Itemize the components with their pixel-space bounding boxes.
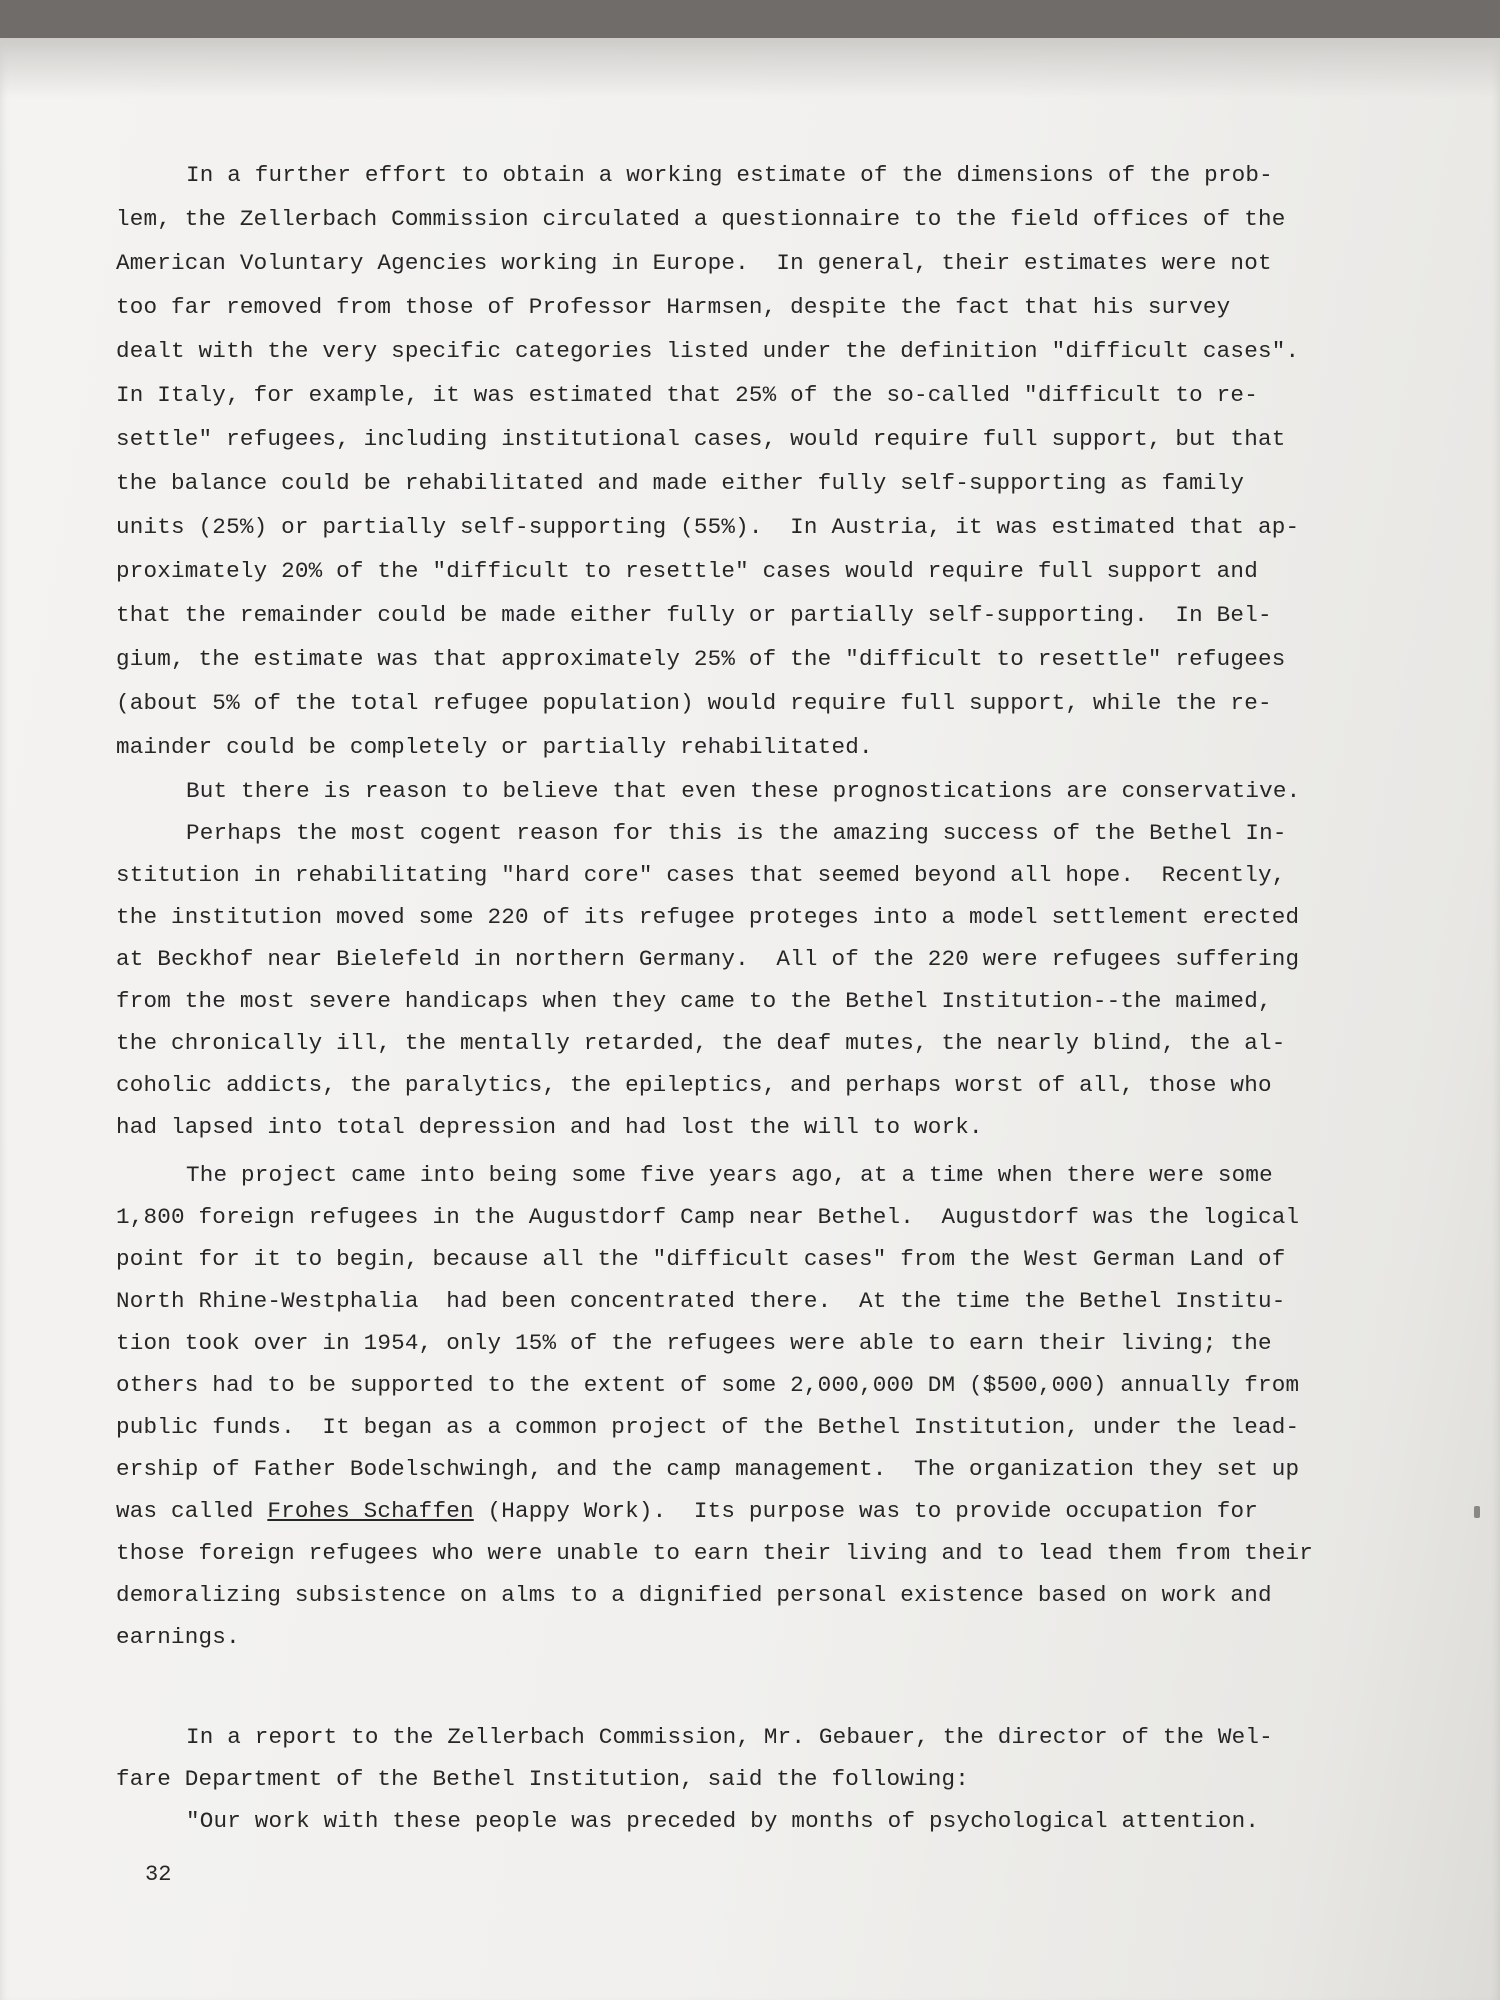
text-line: In a report to the Zellerbach Commission, Mr. Gebauer, the director of the Wel- bbox=[186, 1724, 1273, 1750]
text-line: public funds. It began as a common project of the Bethel Institution, under the lead- bbox=[116, 1414, 1300, 1440]
text-line: American Voluntary Agencies working in Europe. In general, their estimates were not bbox=[116, 250, 1272, 276]
text-line: gium, the estimate was that approximately 25% of the "difficult to resettle" refugees bbox=[116, 646, 1286, 672]
document-page bbox=[0, 38, 1500, 2000]
text-line: the chronically ill, the mentally retarded, the deaf mutes, the nearly blind, the al- bbox=[116, 1030, 1286, 1056]
text-line: that the remainder could be made either fully or partially self-supporting. In Bel- bbox=[116, 602, 1272, 628]
text-line: (about 5% of the total refugee population) would require full support, while the re- bbox=[116, 690, 1272, 716]
text-line: "Our work with these people was preceded by months of psychological attention. bbox=[186, 1808, 1260, 1834]
text-line: from the most severe handicaps when they came to the Bethel Institution--the maimed, bbox=[116, 988, 1272, 1014]
text-line: point for it to begin, because all the "difficult cases" from the West German Land of bbox=[116, 1246, 1286, 1272]
text-line: stitution in rehabilitating "hard core" cases that seemed beyond all hope. Recently, bbox=[116, 862, 1286, 888]
text-line: the institution moved some 220 of its refugee proteges into a model settlement erected bbox=[116, 904, 1300, 930]
text-line: mainder could be completely or partially rehabilitated. bbox=[116, 734, 873, 760]
text-line: fare Department of the Bethel Institution, said the following: bbox=[116, 1766, 970, 1792]
text-line: coholic addicts, the paralytics, the epileptics, and perhaps worst of all, those who bbox=[116, 1072, 1272, 1098]
underlined-title: Frohes Schaffen bbox=[267, 1498, 474, 1524]
text-line: North Rhine-Westphalia had been concentrated there. At the time the Bethel Institu- bbox=[116, 1288, 1286, 1314]
text-line: 1,800 foreign refugees in the Augustdorf Camp near Bethel. Augustdorf was the logical bbox=[116, 1204, 1300, 1230]
text-line: dealt with the very specific categories listed under the definition "difficult cases". bbox=[116, 338, 1300, 364]
text-line: proximately 20% of the "difficult to resettle" cases would require full support and bbox=[116, 558, 1258, 584]
text-line: others had to be supported to the extent of some 2,000,000 DM ($500,000) annually from bbox=[116, 1372, 1300, 1398]
text-line: at Beckhof near Bielefeld in northern Germany. All of the 220 were refugees suffering bbox=[116, 946, 1300, 972]
text-line: the balance could be rehabilitated and made either fully self-supporting as family bbox=[116, 470, 1245, 496]
page-number: 32 bbox=[145, 1862, 172, 1887]
text-line: The project came into being some five years ago, at a time when there were some bbox=[186, 1162, 1273, 1188]
text-line: Perhaps the most cogent reason for this is the amazing success of the Bethel In- bbox=[186, 820, 1287, 846]
text-line: those foreign refugees who were unable to earn their living and to lead them from their bbox=[116, 1540, 1313, 1566]
text-line: settle" refugees, including institutional cases, would require full support, but that bbox=[116, 426, 1286, 452]
text-line: earnings. bbox=[116, 1624, 240, 1650]
text-line: tion took over in 1954, only 15% of the refugees were able to earn their living; the bbox=[116, 1330, 1272, 1356]
text-line: But there is reason to believe that even these prognostications are conservative. bbox=[186, 778, 1301, 804]
page-top-shadow bbox=[0, 38, 1500, 98]
text-line: units (25%) or partially self-supporting (55%). In Austria, it was estimated that ap- bbox=[116, 514, 1300, 540]
text-line: In Italy, for example, it was estimated that 25% of the so-called "difficult to re- bbox=[116, 382, 1258, 408]
text-line: In a further effort to obtain a working estimate of the dimensions of the prob- bbox=[186, 162, 1273, 188]
text-line-with-underline bbox=[116, 1496, 1258, 1526]
text-line: demoralizing subsistence on alms to a dignified personal existence based on work and bbox=[116, 1582, 1272, 1608]
text-segment: was called bbox=[116, 1498, 268, 1524]
text-line: had lapsed into total depression and had lost the will to work. bbox=[116, 1114, 983, 1140]
text-line: lem, the Zellerbach Commission circulated a questionnaire to the field offices of the bbox=[116, 206, 1286, 232]
text-segment: (Happy Work). Its purpose was to provide occupation for bbox=[473, 1498, 1258, 1524]
text-line: too far removed from those of Professor Harmsen, despite the fact that his survey bbox=[116, 294, 1231, 320]
binding-mark bbox=[1474, 1506, 1480, 1518]
text-line: ership of Father Bodelschwingh, and the camp management. The organization they set up bbox=[116, 1456, 1300, 1482]
